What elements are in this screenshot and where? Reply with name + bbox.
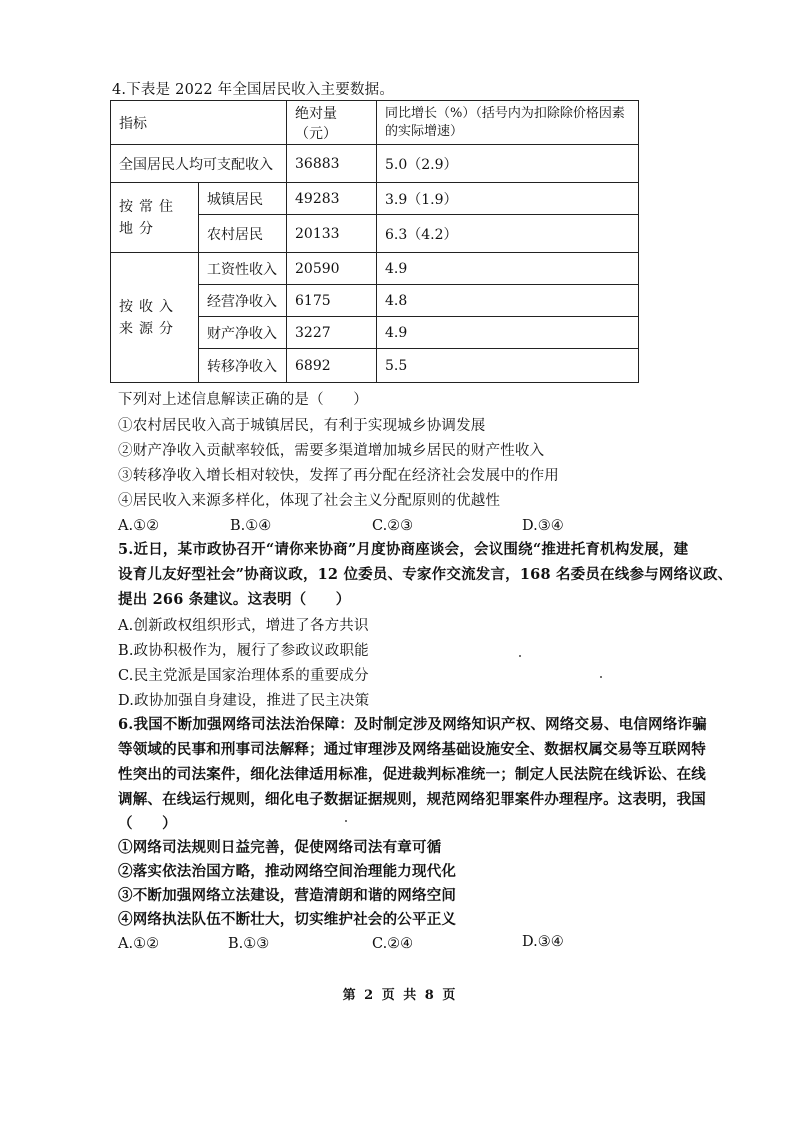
- row-label: 财产净收入: [199, 317, 287, 349]
- q6-statement: ④网络执法队伍不断壮大，切实维护社会的公平正义: [118, 911, 457, 928]
- row-amount: 3227: [287, 317, 377, 349]
- row-growth: 5.5: [377, 349, 639, 383]
- q5-stem-line: 提出 266 条建议。这表明（ ）: [118, 591, 351, 608]
- q4-option-b: B.①④: [230, 518, 272, 534]
- q5-stem-line: 5.近日，某市政协召开“请你来协商”月度协商座谈会，会议围绕“推进托育机构发展，建: [118, 541, 689, 558]
- row-growth: 6.3（4.2）: [377, 215, 639, 253]
- q4-statement: ②财产净收入贡献率较低，需要多渠道增加城乡居民的财产性收入: [118, 443, 545, 459]
- q6-option-d: D.③④: [522, 934, 564, 950]
- row-amount: 36883: [287, 145, 377, 183]
- row-growth: 4.9: [377, 317, 639, 349]
- q5-stem-line: 设育儿友好型社会”协商议政，12 位委员、专家作交流发言，168 名委员在线参与网络议政、: [118, 566, 733, 583]
- q6-statement: ①网络司法规则日益完善，促使网络司法有章可循: [118, 839, 442, 856]
- q5-option-a: A.创新政权组织形式，增进了各方共识: [118, 618, 369, 634]
- row-growth: 4.9: [377, 253, 639, 285]
- table-header-row: [111, 101, 639, 145]
- q4-option-c: C.②③: [372, 518, 414, 534]
- q4-statement: ③转移净收入增长相对较快，发挥了再分配在经济社会发展中的作用: [118, 468, 559, 484]
- row-amount: 6892: [287, 349, 377, 383]
- q4-statement: ①农村居民收入高于城镇居民，有利于实现城乡协调发展: [118, 418, 486, 434]
- q6-stem-line: 等领域的民事和刑事司法解释；通过审理涉及网络基础设施安全、数据权属交易等互联网特: [118, 741, 706, 758]
- row-amount: 20590: [287, 253, 377, 285]
- scan-speck: [345, 820, 347, 822]
- scan-speck: [519, 655, 521, 657]
- q6-option-a: A.①②: [118, 936, 160, 952]
- row-amount: 20133: [287, 215, 377, 253]
- table-row: [111, 183, 639, 215]
- q5-option-d: D.政协加强自身建设，推进了民主决策: [118, 693, 370, 709]
- q6-option-c: C.②④: [372, 936, 414, 952]
- q6-stem-line: （ ）: [118, 815, 177, 832]
- q6-stem-line: 性突出的司法案件，细化法律适用标准，促进裁判标准统一；制定人民法院在线诉讼、在线: [118, 766, 706, 783]
- row-label: 转移净收入: [199, 349, 287, 383]
- row-growth: 4.8: [377, 285, 639, 317]
- income-table: [110, 100, 639, 383]
- group-label-source: 按收入来源分: [111, 253, 199, 383]
- row-label: 工资性收入: [199, 253, 287, 285]
- row-label: 经营净收入: [199, 285, 287, 317]
- q6-option-b: B.①③: [228, 936, 270, 952]
- q4-option-d: D.③④: [522, 518, 564, 534]
- row-label: 全国居民人均可支配收入: [111, 145, 287, 183]
- row-label: 城镇居民: [199, 183, 287, 215]
- q5-option-b: B.政协积极作为，履行了参政议政职能: [118, 643, 369, 659]
- header-indicator: 指标: [111, 101, 287, 145]
- q6-statement: ②落实依法治国方略，推动网络空间治理能力现代化: [118, 863, 457, 880]
- q4-option-a: A.①②: [118, 518, 160, 534]
- q6-stem-line: 6.我国不断加强网络司法法治保障：及时制定涉及网络知识产权、网络交易、电信网络诈骗: [118, 716, 707, 733]
- q6-stem-line: 调解、在线运行规则，细化电子数据证据规则，规范网络犯罪案件办理程序。这表明，我国: [118, 791, 706, 808]
- row-growth: 3.9（1.9）: [377, 183, 639, 215]
- row-growth: 5.0（2.9）: [377, 145, 639, 183]
- q6-statement: ③不断加强网络立法建设，营造清朗和谐的网络空间: [118, 887, 457, 904]
- table-row: [111, 253, 639, 285]
- page-number: 第 2 页 共 8 页: [342, 988, 458, 1003]
- row-amount: 49283: [287, 183, 377, 215]
- group-label-residence: 按常住地分: [111, 183, 199, 253]
- q4-question: 下列对上述信息解读正确的是（ ）: [118, 392, 368, 408]
- table-row: [111, 145, 639, 183]
- row-amount: 6175: [287, 285, 377, 317]
- header-growth: 同比增长（%）（括号内为扣除除价格因素的实际增速）: [377, 101, 639, 145]
- row-label: 农村居民: [199, 215, 287, 253]
- scan-speck: [600, 676, 602, 678]
- header-amount: 绝对量（元）: [287, 101, 377, 145]
- q4-stem: 4.下表是 2022 年全国居民收入主要数据。: [112, 82, 395, 98]
- q4-statement: ④居民收入来源多样化，体现了社会主义分配原则的优越性: [118, 493, 501, 509]
- q5-option-c: C.民主党派是国家治理体系的重要成分: [118, 668, 369, 684]
